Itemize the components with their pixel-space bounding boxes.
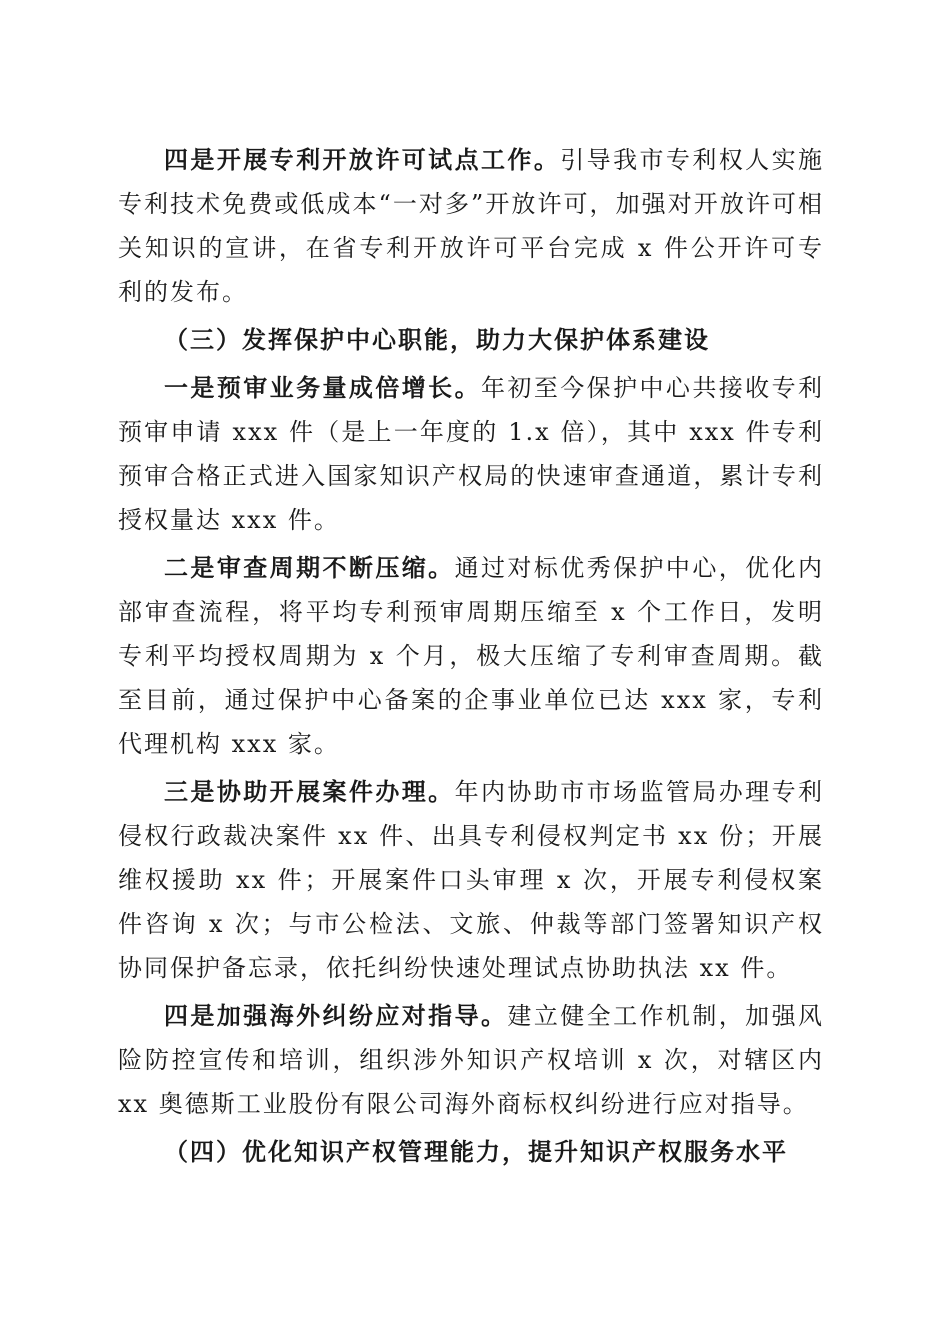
paragraph-body: 建立健全工作机制，加强风险防控宣传和培训，组织涉外知识产权培训 x 次，对辖区内 xx 奥德斯工业股份有限公司海外商标权纠纷进行应对指导。 <box>118 1002 825 1118</box>
paragraph-review-cycle <box>118 546 824 766</box>
section-heading-3: （三）发挥保护中心职能，助力大保护体系建设 <box>164 325 710 354</box>
paragraph-case-handling <box>118 770 824 990</box>
paragraph-body: 年初至今保护中心共接收专利预审申请 xxx 件（是上一年度的 1.x 倍），其中 xxx 件专利预审合格正式进入国家知识产权局的快速审查通道，累计专利授权量达 xxx 件。 <box>118 374 824 534</box>
paragraph-lead: 一是预审业务量成倍增长。 <box>164 373 481 402</box>
paragraph-pre-examination <box>118 366 824 542</box>
paragraph-lead: 四是加强海外纠纷应对指导。 <box>164 1001 508 1030</box>
paragraph-overseas-disputes <box>118 994 824 1126</box>
paragraph-open-license <box>118 138 824 314</box>
paragraph-body: 引导我市专利权人实施专利技术免费或低成本“一对多”开放许可，加强对开放许可相关知识的宣讲，在省专利开放许可平台完成 x 件公开许可专利的发布。 <box>118 146 824 306</box>
paragraph-lead: 三是协助开展案件办理。 <box>164 777 455 806</box>
document-page <box>118 138 824 1178</box>
paragraph-body: 通过对标优秀保护中心，优化内部审查流程，将平均专利预审周期压缩至 x 个工作日，发明专利平均授权周期为 x 个月，极大压缩了专利审查周期。截至目前，通过保护中心备案的企事业单位已达 xxx 家，专利代理机构 xxx 家。 <box>118 554 825 758</box>
paragraph-body: 年内协助市市场监管局办理专利侵权行政裁决案件 xx 件、出具专利侵权判定书 xx 份；开展维权援助 xx 件；开展案件口头审理 x 次，开展专利侵权案件咨询 x 次；与市公检法、文旅、仲裁等部门签署知识产权协同保护备忘录，依托纠纷快速处理试点协助执法 xx 件。 <box>118 778 825 982</box>
section-heading-4: （四）优化知识产权管理能力，提升知识产权服务水平 <box>164 1137 788 1166</box>
paragraph-lead: 二是审查周期不断压缩。 <box>164 553 455 582</box>
paragraph-lead: 四是开展专利开放许可试点工作。 <box>164 145 561 174</box>
